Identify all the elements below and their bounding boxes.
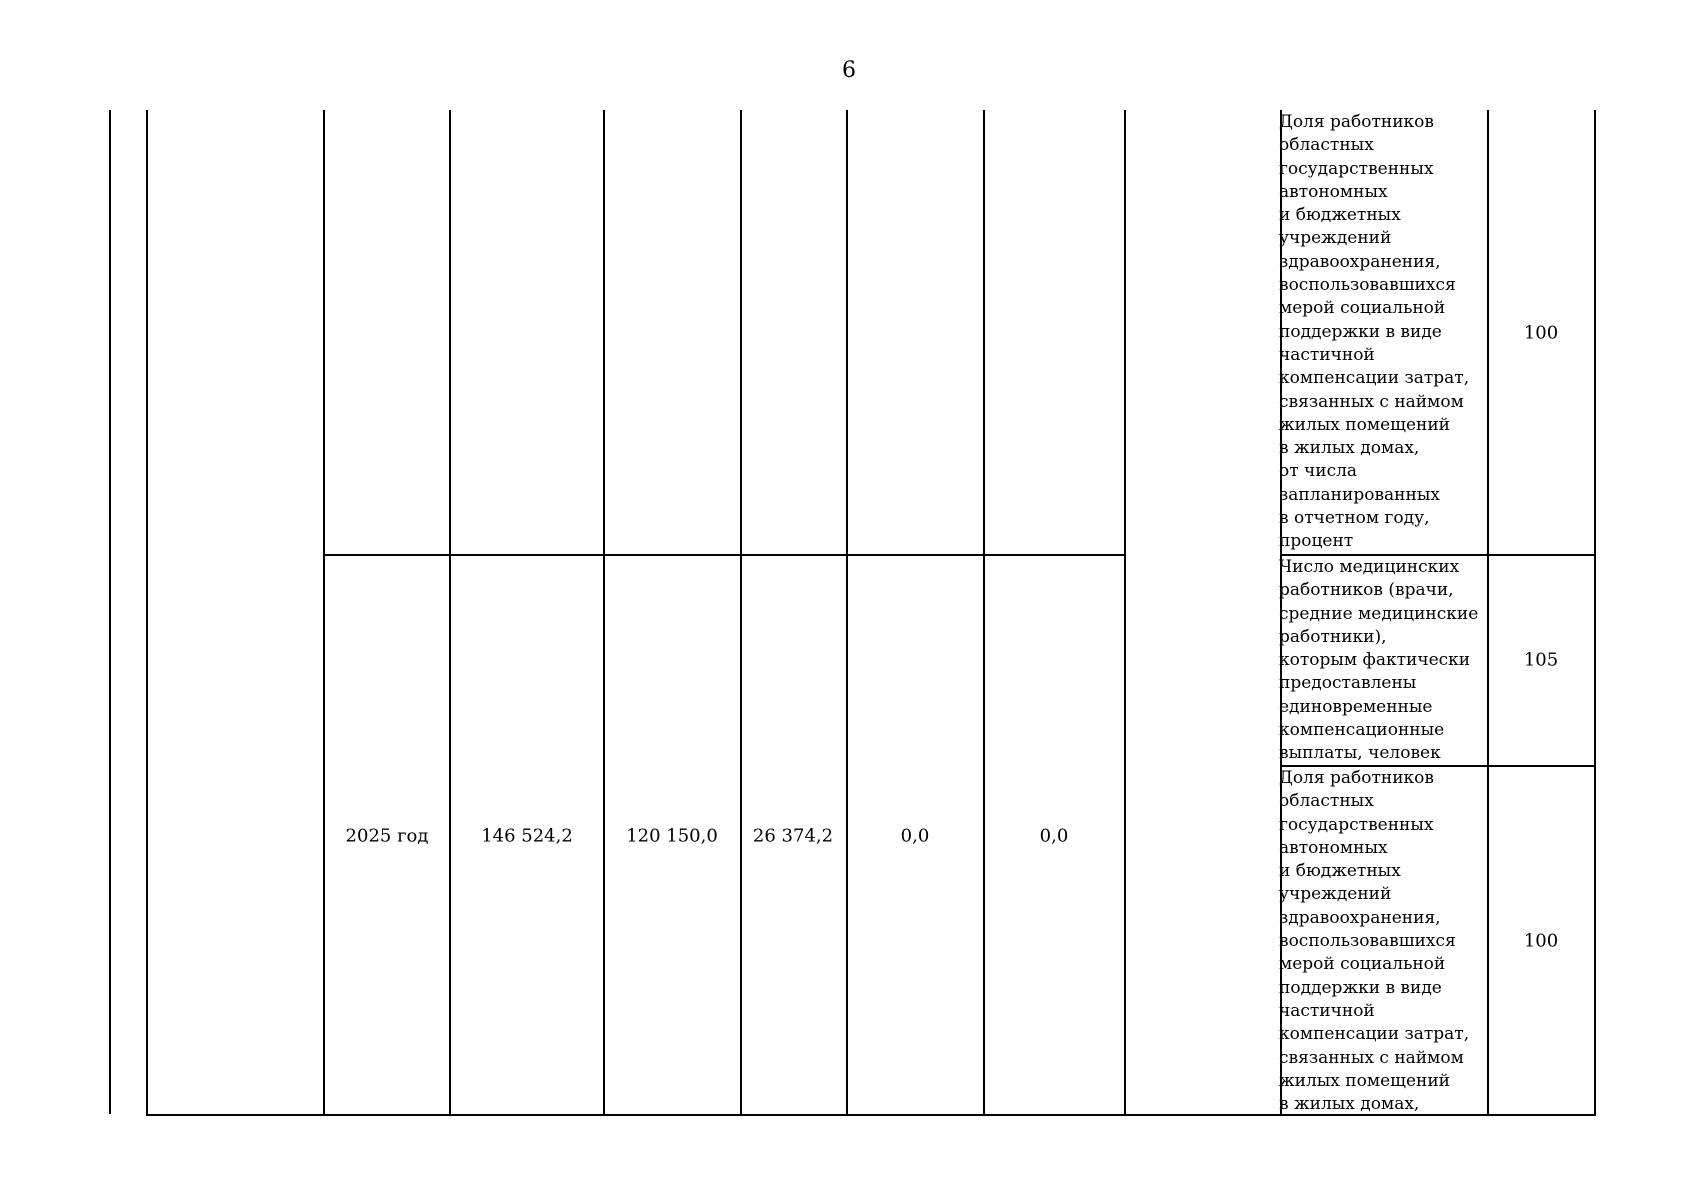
column-divider [1124, 110, 1126, 1116]
indicator-value: 105 [1523, 649, 1559, 671]
table-border-right [1594, 110, 1596, 1116]
indicator-text: Доля работников областных государственных автономных и бюджетных учреждений здравоохранения, воспользовавшихся мерой социальной поддержки в виде частичной компенсации затрат, связанных с наймом жилых помещений в жилых домах, [1279, 768, 1470, 1115]
column-divider [603, 110, 605, 1116]
indicator-value: 100 [1523, 322, 1559, 344]
table-border-left-outer [109, 110, 111, 1114]
table-border-left [146, 110, 148, 1116]
local-amount-cell: 0,0 [900, 825, 930, 847]
year-cell: 2025 год [345, 825, 429, 847]
page-number: 6 [842, 58, 856, 83]
indicator-value: 100 [1523, 930, 1559, 952]
regional-amount-cell: 26 374,2 [752, 825, 834, 847]
indicator-text: Число медицинских работников (врачи, средние медицинские работники), которым фактически предоставлены единовременные компенсационные выплаты, человек [1279, 557, 1479, 764]
column-divider [740, 110, 742, 1116]
other-amount-cell: 0,0 [1039, 825, 1069, 847]
indicator-text: Доля работников областных государственных автономных и бюджетных учреждений здравоохранения, воспользовавшихся мерой социальной поддержки в виде частичной компенсации затрат, связанных с наймом жилых помещений в жилых домах, от числа запланированных в отчетном году, процент [1279, 112, 1470, 552]
column-divider [1487, 110, 1489, 1116]
column-divider [983, 110, 985, 1116]
column-divider [846, 110, 848, 1116]
row-divider [323, 554, 1126, 556]
column-divider [449, 110, 451, 1116]
federal-amount-cell: 120 150,0 [626, 825, 718, 847]
column-divider [323, 110, 325, 1116]
total-amount-cell: 146 524,2 [481, 825, 573, 847]
